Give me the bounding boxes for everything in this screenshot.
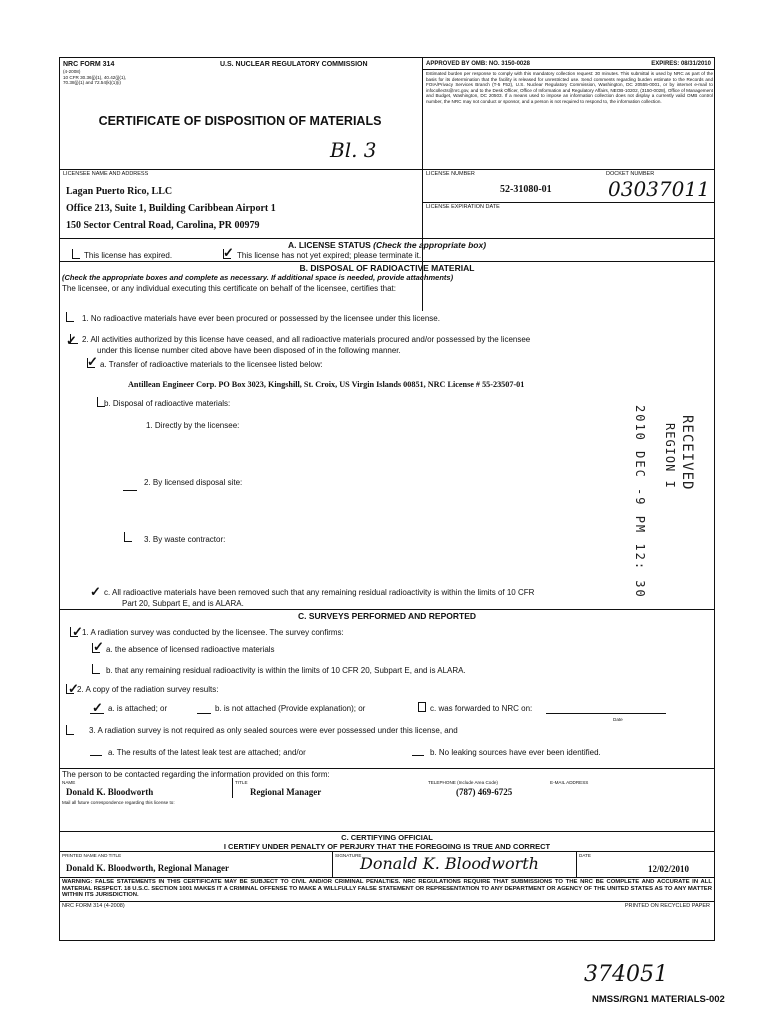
checkbox-b2b3[interactable] <box>124 532 132 542</box>
docket-number-label: DOCKET NUMBER <box>606 171 655 177</box>
section-c-title: C. SURVEYS PERFORMED AND REPORTED <box>297 611 477 621</box>
check-mark-icon: ✓ <box>87 354 98 369</box>
license-number-label: LICENSE NUMBER <box>426 171 475 177</box>
option-expired-label: This license has expired. <box>84 251 173 260</box>
expiration-rule <box>422 202 714 203</box>
check-mark-icon: ✓ <box>66 333 77 348</box>
checkbox-c2[interactable] <box>66 684 74 694</box>
item-b2c-line1: c. All radioactive materials have been removed such that any remaining residual radioactivity is within the limits of 10 CFR <box>104 588 535 597</box>
item-b1: 1. No radioactive materials have ever been procured or possessed by the licensee under this license. <box>82 314 440 323</box>
blank-b2b2[interactable] <box>123 490 137 491</box>
handwritten-note: Bl. 3 <box>330 138 377 162</box>
item-c2a: a. is attached; or <box>108 704 168 713</box>
license-number: 52-31080-01 <box>500 184 552 195</box>
signature-divider <box>332 851 333 877</box>
licensee-name: Lagan Puerto Rico, LLC <box>66 186 173 197</box>
contact-name-label: NAME <box>62 780 76 785</box>
contact-name: Donald K. Bloodworth <box>66 787 154 797</box>
item-b2-line2: under this license number cited above have been disposed of in the following manner. <box>97 346 401 355</box>
section-c-rule <box>60 609 714 610</box>
licensee-address-1: Office 213, Suite 1, Building Caribbean Airport 1 <box>66 203 276 214</box>
section-a-rule <box>60 238 714 239</box>
footer-form-id: NRC FORM 314 (4-2008) <box>62 903 125 909</box>
warning-text: WARNING: FALSE STATEMENTS IN THIS CERTIFICATE MAY BE SUBJECT TO CIVIL AND/OR CRIMINAL PENALTIES. NRC REGULATIONS REQUIRE THAT SUBMISSIONS TO THE NRC BE COMPLETE AND ACCURATE IN ALL MATERIAL RESPECT. 18 U.S.C. SECTION 1001 MAKES IT A CRIMINAL OFFENSE TO MAKE A WILLFULLY FALSE STATEMENT OR REPRESENTATION TO ANY DEPARTMENT OR AGENCY OF THE UNITED STATES AS TO ANY MATTER WITHIN ITS JURISDICTION. <box>62 879 712 899</box>
section-a-heading: A. LICENSE STATUS <box>287 240 371 250</box>
contact-intro: The person to be contacted regarding the information provided on this form: <box>62 770 330 779</box>
forwarded-date-field[interactable] <box>546 713 666 714</box>
item-b2b: b. Disposal of radioactive materials: <box>104 399 231 408</box>
blank-c3b[interactable] <box>412 755 424 756</box>
check-mark-icon: ✓ <box>90 584 101 599</box>
section-b-title: B. DISPOSAL OF RADIOACTIVE MATERIAL <box>299 263 475 273</box>
omb-rule <box>422 69 714 70</box>
contact-title: Regional Manager <box>250 787 322 797</box>
date-divider <box>576 851 577 877</box>
item-b2c-line2: Part 20, Subpart E, and is ALARA. <box>122 599 244 608</box>
checkbox-expired[interactable] <box>72 249 80 259</box>
item-c3b: b. No leaking sources have ever been identified. <box>430 748 601 757</box>
checkbox-b1[interactable] <box>66 312 74 322</box>
contact-rule <box>60 768 714 769</box>
check-mark-icon: ✓ <box>68 681 79 696</box>
item-c3a: a. The results of the latest leak test are attached; and/or <box>108 748 306 757</box>
option-not-expired-label: This license has not yet expired; please terminate it. <box>237 251 422 260</box>
stamp-region: REGION I <box>663 423 677 489</box>
burden-statement: Estimated burden per response to comply with this mandatory collection request: 30 minutes. This submittal is used by NRC as part of the basis for its determination that the facility is released for unrestricted use. Send comments regarding burden estimate to the Records and FOIA/Privacy Services Branch (T-5 F52), U.S. Nuclear Regulatory Commission, Washington, DC 20555-0001, or by internet e-mail to infocollects@nrc.gov, and to the Desk Officer, Office of Information and Regulatory Affairs, NEOB-10202, (3150-0028), Office of Management and Budget, Washington, DC 20503. If a means used to impose an information collection does not display a currently valid OMB control number, the NRC may not conduct or sponsor, and a person is not required to respond to, the information collection. <box>426 71 713 104</box>
certifying-statement: I CERTIFY UNDER PENALTY OF PERJURY THAT THE FOREGOING IS TRUE AND CORRECT <box>223 842 551 851</box>
form-date-refs: (4-2008) 10 CFR 30.36(j)(1), 40.42(j)(1), 70.38(j)(1) and 72.54(k)(1)(i) <box>63 69 127 85</box>
stamp-received: RECEIVED <box>679 415 695 491</box>
blank-c3a[interactable] <box>90 755 102 756</box>
contact-email-label: E-MAIL ADDRESS <box>550 780 589 785</box>
cert-date-label: DATE <box>579 853 591 858</box>
stamp-date: 2010 DEC -9 PM 12: 30 <box>633 405 647 599</box>
omb-number: APPROVED BY OMB: NO. 3150-0028 <box>426 61 530 67</box>
form-title: CERTIFICATE OF DISPOSITION OF MATERIALS <box>98 114 382 128</box>
agency-name: U.S. NUCLEAR REGULATORY COMMISSION <box>220 61 368 68</box>
item-b2b2: 2. By licensed disposal site: <box>144 478 243 487</box>
contact-phone-label: TELEPHONE (Include Area Code) <box>428 780 498 785</box>
item-c1b: b. that any remaining residual radioactivity is within the limits of 10 CFR 20, Subpart E, and is ALARA. <box>106 666 466 675</box>
footer-printed: PRINTED ON RECYCLED PAPER <box>624 903 710 909</box>
licensee-top-rule <box>60 169 714 170</box>
docket-number: 03037011 <box>608 177 710 201</box>
form-bottom-rule <box>60 901 714 902</box>
item-c2c: c. was forwarded to NRC on: <box>430 704 533 713</box>
checkbox-c1b[interactable] <box>92 664 100 674</box>
form-id: NRC FORM 314 <box>63 61 115 68</box>
item-b2a: a. Transfer of radioactive materials to the licensee listed below: <box>100 360 323 369</box>
item-c1: 1. A radiation survey was conducted by the licensee. The survey confirms: <box>82 628 344 637</box>
check-mark-icon: ✓ <box>223 245 234 260</box>
name-rule <box>60 851 714 852</box>
item-b2-line1: 2. All activities authorized by this license have ceased, and all radioactive materials procured and/or possessed by the licensee <box>82 335 531 344</box>
contact-title-label: TITLE <box>235 780 248 785</box>
section-b-rule <box>60 261 714 262</box>
certifying-rule <box>60 831 714 832</box>
checkbox-c2c[interactable] <box>418 702 426 712</box>
check-mark-icon: ✓ <box>93 639 104 654</box>
licensee-label: LICENSEE NAME AND ADDRESS <box>63 171 149 177</box>
transferee-info: Antillean Engineer Corp. PO Box 3023, Kingshill, St. Croix, US Virgin Islands 00851, NRC License # 55-23507-01 <box>128 380 525 389</box>
date-label: Date <box>613 717 623 722</box>
blank-c2a[interactable] <box>90 713 104 714</box>
expires-date: EXPIRES: 08/31/2010 <box>651 61 711 67</box>
checkbox-c1[interactable] <box>70 627 78 637</box>
handwritten-number: 374051 <box>584 962 668 987</box>
item-c1a: a. the absence of licensed radioactive materials <box>106 645 275 654</box>
signature-label: SIGNATURE <box>335 853 362 858</box>
signature: Donald K. Bloodworth <box>360 854 539 873</box>
cert-date: 12/02/2010 <box>648 864 690 874</box>
expiration-label: LICENSE EXPIRATION DATE <box>426 204 500 210</box>
blank-c2b[interactable] <box>197 713 211 714</box>
item-c3: 3. A radiation survey is not required as only sealed sources were ever possessed under this license, and <box>89 726 458 735</box>
certifying-title: C. CERTIFYING OFFICIAL <box>341 833 433 842</box>
checkbox-b2[interactable] <box>70 334 78 344</box>
section-b-instructions: (Check the appropriate boxes and complete as necessary. If additional space is needed, provide attachments) <box>62 273 454 282</box>
item-b2b3: 3. By waste contractor: <box>144 535 226 544</box>
check-mark-icon: ✓ <box>92 700 103 715</box>
printed-name-label: PRINTED NAME AND TITLE <box>62 853 122 858</box>
nmss-stamp: NMSS/RGN1 MATERIALS-002 <box>592 994 725 1005</box>
licensee-address-2: 150 Sector Central Road, Carolina, PR 00979 <box>66 220 260 231</box>
warning-rule <box>60 877 714 878</box>
check-mark-icon: ✓ <box>72 624 83 639</box>
contact-divider <box>232 778 233 798</box>
received-stamp <box>605 405 700 599</box>
section-b-intro: The licensee, or any individual executing this certificate on behalf of the licensee, certifies that: <box>62 284 396 293</box>
printed-name: Donald K. Bloodworth, Regional Manager <box>66 863 230 873</box>
item-c2: 2. A copy of the radiation survey results: <box>77 685 219 694</box>
mail-note: Mail all future correspondence regarding this license to: <box>62 800 175 805</box>
item-b2b1: 1. Directly by the licensee: <box>146 421 240 430</box>
checkbox-c3[interactable] <box>66 725 74 735</box>
section-a-note: (Check the appropriate box) <box>373 240 487 250</box>
item-c2b: b. is not attached (Provide explanation); or <box>215 704 366 713</box>
section-a-title <box>60 240 714 250</box>
contact-phone: (787) 469-6725 <box>456 787 513 797</box>
